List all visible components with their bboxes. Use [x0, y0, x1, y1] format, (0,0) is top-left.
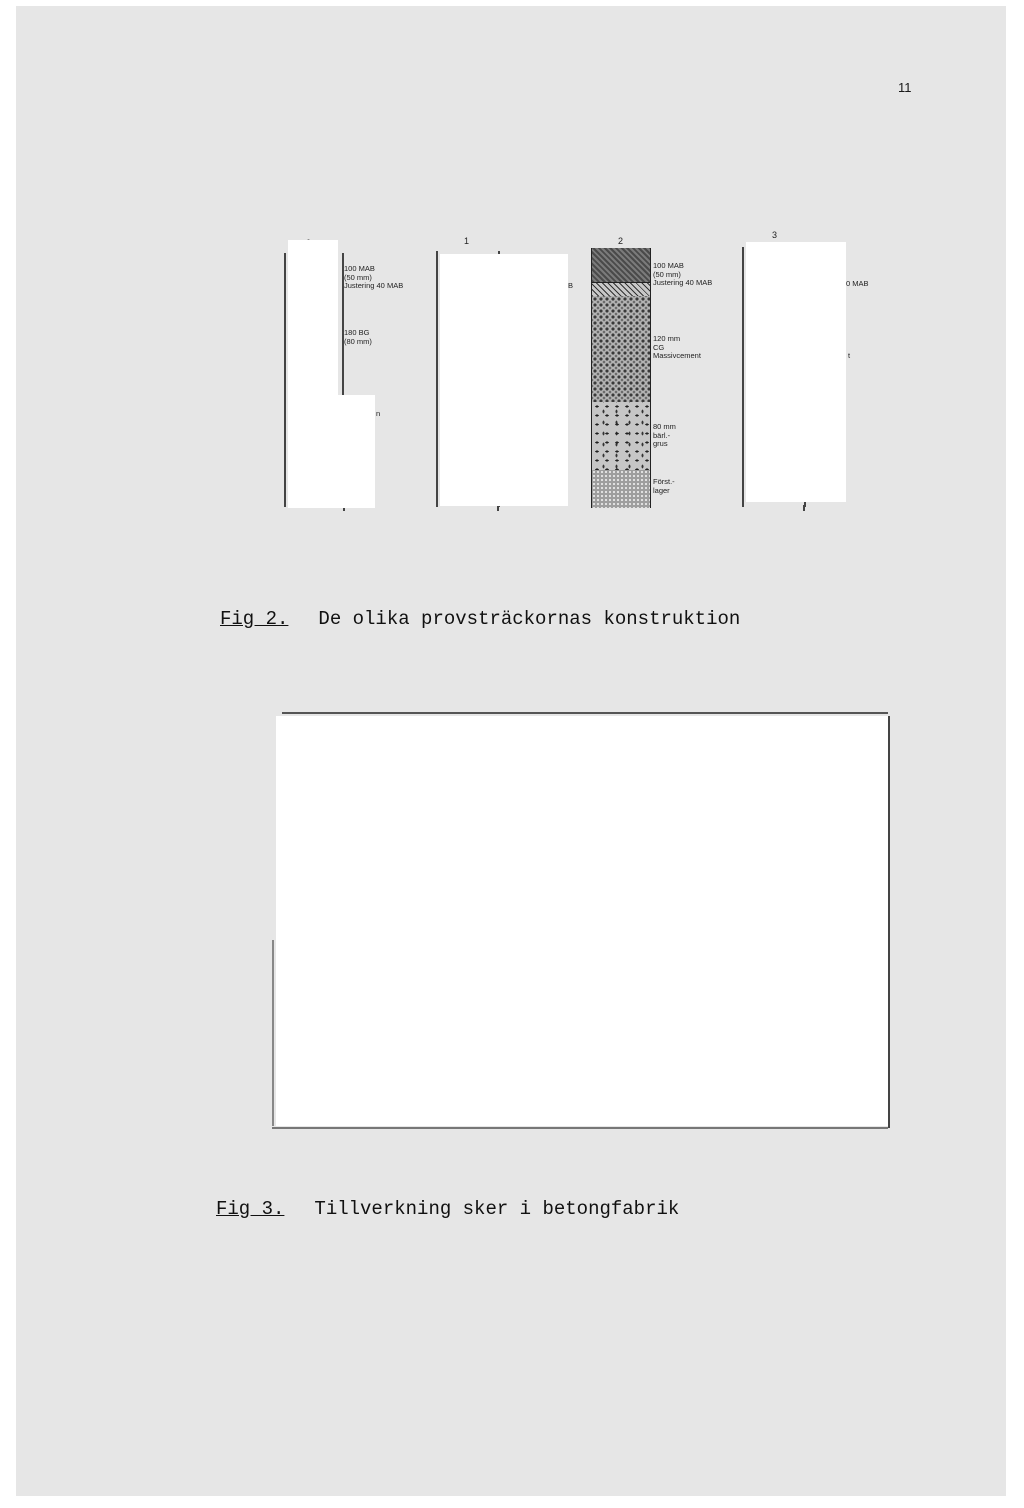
redacted-area-0b: [337, 395, 375, 508]
photo-border-bottom: [272, 1127, 888, 1129]
col2-label-grus-text: 80 mm bärl.- grus: [653, 422, 676, 448]
col1-label: B: [568, 281, 574, 290]
col2-label-cg-text: 120 mm CG Massivcement: [653, 334, 701, 360]
photo-border-left: [272, 940, 274, 1126]
col0-label-low: n: [376, 409, 381, 418]
figure-2-caption-label: Fig 2.: [220, 608, 289, 630]
photo-border-top: [282, 712, 888, 714]
col0-label-top-text: 100 MAB (50 mm) Justering 40 MAB: [344, 264, 404, 290]
layer-mab: [591, 248, 651, 282]
photo-border-right: [888, 716, 890, 1128]
col0-label-top: [344, 265, 403, 291]
col3-label-mid: t: [848, 351, 851, 360]
layer-cg-massivcement: [591, 296, 651, 402]
figure-3-caption-label: Fig 3.: [216, 1198, 285, 1220]
col2-label-forst-text: Först.- lager: [653, 477, 675, 495]
redacted-area-3: [746, 242, 846, 502]
figure-3-caption-text: Tillverkning sker i betongfabrik: [314, 1198, 680, 1220]
layer-forstarkningslager: [591, 470, 651, 508]
col2-label-forst: [653, 478, 675, 495]
figure-3-caption: [216, 1198, 679, 1220]
col2-label-cg: [653, 335, 701, 361]
col2-label-mab-text: 100 MAB (50 mm) Justering 40 MAB: [653, 261, 713, 287]
column-number-1: 1: [464, 236, 470, 246]
redacted-photo: [276, 716, 888, 1126]
col0-label-mid: [344, 329, 372, 346]
profile-3-tick: [803, 505, 805, 511]
figure-2-caption: [220, 608, 740, 630]
figure-2-caption-text: De olika provsträckornas konstruktion: [318, 608, 741, 630]
redacted-area-1: [440, 254, 568, 506]
column-number-2: 2: [618, 236, 624, 246]
column-number-3: 3: [772, 230, 778, 240]
layer-barlagergrus: [591, 402, 651, 470]
page-number: 11: [898, 80, 912, 95]
layer-justering: [591, 282, 651, 297]
col0-label-mid-text: 180 BG (80 mm): [344, 328, 372, 346]
col2-label-grus: [653, 423, 676, 449]
col2-label-mab: [653, 262, 712, 288]
col3-label-top: 0 MAB: [846, 279, 869, 288]
redacted-area-0a: [288, 240, 338, 508]
